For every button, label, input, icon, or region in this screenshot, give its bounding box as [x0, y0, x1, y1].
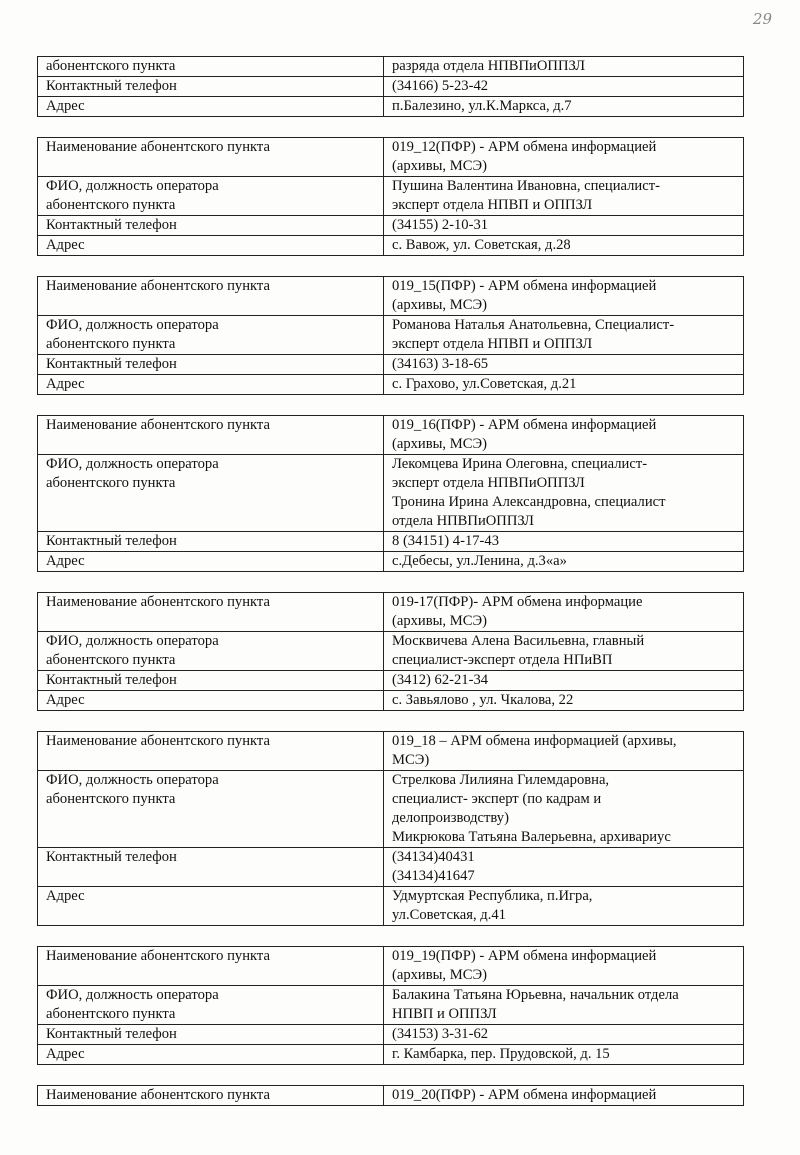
field-label: Адрес — [46, 1046, 85, 1062]
field-label: ФИО, должность оператора — [46, 987, 219, 1003]
field-value: отдела НПВПиОППЗЛ — [392, 513, 534, 529]
field-label-cell — [38, 671, 384, 691]
field-label: Контактный телефон — [46, 849, 177, 865]
field-label: Адрес — [46, 237, 85, 253]
field-label: ФИО, должность оператора — [46, 772, 219, 788]
field-label: Контактный телефон — [46, 217, 177, 233]
field-label: ФИО, должность оператора — [46, 178, 219, 194]
field-label-cell — [38, 177, 384, 216]
field-value: Москвичева Алена Васильевна, главный — [392, 633, 645, 649]
field-label-cell — [38, 691, 384, 711]
field-value: с.Дебесы, ул.Ленина, д.3«а» — [392, 553, 567, 569]
field-value-cell — [384, 138, 744, 177]
field-label-cell — [38, 1025, 384, 1045]
table-row — [38, 947, 744, 986]
field-value: Стрелкова Лилияна Гилемдаровна, — [392, 772, 610, 788]
field-value-cell — [384, 771, 744, 848]
field-label: ФИО, должность оператора — [46, 317, 219, 333]
field-value-cell — [384, 887, 744, 926]
field-label-cell — [38, 316, 384, 355]
field-value: с. Грахово, ул.Советская, д.21 — [392, 376, 577, 392]
field-label: абонентского пункта — [46, 791, 176, 807]
field-label: Контактный телефон — [46, 78, 177, 94]
field-value: МСЭ) — [392, 752, 430, 768]
field-value: п.Балезино, ул.К.Маркса, д.7 — [392, 98, 572, 114]
field-label: абонентского пункта — [46, 336, 176, 352]
table-gap — [37, 256, 740, 276]
table-row — [38, 416, 744, 455]
field-label-cell — [38, 947, 384, 986]
table-row — [38, 375, 744, 395]
table-gap — [37, 572, 740, 592]
table-row — [38, 177, 744, 216]
field-label-cell — [38, 277, 384, 316]
field-label-cell — [38, 138, 384, 177]
subscriber-point-table — [37, 731, 744, 926]
field-value: (архивы, МСЭ) — [392, 613, 487, 629]
page-number: 29 — [752, 10, 772, 28]
field-label-cell — [38, 848, 384, 887]
subscriber-point-table — [37, 592, 744, 711]
subscriber-point-table — [37, 276, 744, 395]
field-value: с. Вавож, ул. Советская, д.28 — [392, 237, 571, 253]
field-value: (архивы, МСЭ) — [392, 436, 487, 452]
field-value-cell — [384, 355, 744, 375]
field-value-cell — [384, 236, 744, 256]
field-label-cell — [38, 216, 384, 236]
field-value: НПВП и ОППЗЛ — [392, 1006, 497, 1022]
field-value: (34166) 5-23-42 — [392, 78, 489, 94]
field-label-cell — [38, 632, 384, 671]
field-label-cell — [38, 986, 384, 1025]
subscriber-point-table — [37, 137, 744, 256]
field-value-cell — [384, 177, 744, 216]
table-row — [38, 236, 744, 256]
field-value: делопроизводству) — [392, 810, 509, 826]
field-label-cell — [38, 416, 384, 455]
field-value: (архивы, МСЭ) — [392, 297, 487, 313]
field-value: специалист- эксперт (по кадрам и — [392, 791, 602, 807]
table-gap — [37, 117, 740, 137]
field-label: Контактный телефон — [46, 356, 177, 372]
field-label: Наименование абонентского пункта — [46, 948, 270, 964]
field-label: Адрес — [46, 888, 85, 904]
field-label-cell — [38, 532, 384, 552]
table-row — [38, 216, 744, 236]
table-row — [38, 632, 744, 671]
field-value: 019_12(ПФР) - АРМ обмена информацией — [392, 139, 657, 155]
field-value-cell — [384, 57, 744, 77]
table-row — [38, 593, 744, 632]
field-value-cell — [384, 552, 744, 572]
field-label: Адрес — [46, 98, 85, 114]
field-label: Контактный телефон — [46, 672, 177, 688]
field-value: ул.Советская, д.41 — [392, 907, 506, 923]
table-row — [38, 552, 744, 572]
field-value: 8 (34151) 4-17-43 — [392, 533, 500, 549]
table-row — [38, 138, 744, 177]
field-label-cell — [38, 77, 384, 97]
field-value: 019_16(ПФР) - АРМ обмена информацией — [392, 417, 657, 433]
field-value: с. Завьялово , ул. Чкалова, 22 — [392, 692, 574, 708]
table-row — [38, 77, 744, 97]
field-value: (3412) 62-21-34 — [392, 672, 489, 688]
field-value-cell — [384, 455, 744, 532]
field-value-cell — [384, 1086, 744, 1106]
field-value-cell — [384, 97, 744, 117]
field-label: Адрес — [46, 553, 85, 569]
field-label: абонентского пункта — [46, 475, 176, 491]
subscriber-point-table — [37, 56, 744, 117]
table-row — [38, 1045, 744, 1065]
field-value-cell — [384, 732, 744, 771]
field-value: (архивы, МСЭ) — [392, 158, 487, 174]
field-label: Наименование абонентского пункта — [46, 733, 270, 749]
field-label-cell — [38, 771, 384, 848]
field-value: разряда отдела НПВПиОППЗЛ — [392, 58, 586, 74]
field-label: Наименование абонентского пункта — [46, 594, 270, 610]
field-value-cell — [384, 416, 744, 455]
field-value-cell — [384, 532, 744, 552]
field-value-cell — [384, 947, 744, 986]
table-row — [38, 316, 744, 355]
table-row — [38, 732, 744, 771]
field-value: Пушина Валентина Ивановна, специалист- — [392, 178, 660, 194]
field-value-cell — [384, 1025, 744, 1045]
field-value-cell — [384, 77, 744, 97]
field-label: абонентского пункта — [46, 652, 176, 668]
field-label-cell — [38, 236, 384, 256]
field-label: абонентского пункта — [46, 197, 176, 213]
field-label: ФИО, должность оператора — [46, 456, 219, 472]
field-value: (архивы, МСЭ) — [392, 967, 487, 983]
field-value: Балакина Татьяна Юрьевна, начальник отдела — [392, 987, 679, 1003]
field-value-cell — [384, 671, 744, 691]
table-row — [38, 277, 744, 316]
field-value-cell — [384, 1045, 744, 1065]
field-value-cell — [384, 216, 744, 236]
field-value: 019_19(ПФР) - АРМ обмена информацией — [392, 948, 657, 964]
field-label-cell — [38, 593, 384, 632]
field-value-cell — [384, 848, 744, 887]
table-row — [38, 848, 744, 887]
table-gap — [37, 711, 740, 731]
field-value: 019-17(ПФР)- АРМ обмена информацие — [392, 594, 643, 610]
field-value-cell — [384, 277, 744, 316]
field-label-cell — [38, 375, 384, 395]
field-label-cell — [38, 732, 384, 771]
field-value: 019_20(ПФР) - АРМ обмена информацией — [392, 1087, 657, 1103]
field-label-cell — [38, 355, 384, 375]
table-row — [38, 771, 744, 848]
field-label: Адрес — [46, 692, 85, 708]
table-gap — [37, 1065, 740, 1085]
field-value: эксперт отдела НПВП и ОППЗЛ — [392, 336, 593, 352]
field-label: ФИО, должность оператора — [46, 633, 219, 649]
field-value-cell — [384, 632, 744, 671]
table-row — [38, 355, 744, 375]
field-value: 019_15(ПФР) - АРМ обмена информацией — [392, 278, 657, 294]
field-value: Удмуртская Республика, п.Игра, — [392, 888, 593, 904]
field-label: Наименование абонентского пункта — [46, 417, 270, 433]
field-label-cell — [38, 1086, 384, 1106]
table-row — [38, 986, 744, 1025]
subscriber-point-table — [37, 415, 744, 572]
field-label: Наименование абонентского пункта — [46, 278, 270, 294]
field-value: (34155) 2-10-31 — [392, 217, 489, 233]
field-label-cell — [38, 552, 384, 572]
field-value: Микрюкова Татьяна Валерьевна, архивариус — [392, 829, 671, 845]
field-label-cell — [38, 455, 384, 532]
field-label: Адрес — [46, 376, 85, 392]
table-row — [38, 1086, 744, 1106]
table-row — [38, 1025, 744, 1045]
subscriber-points-document — [37, 56, 740, 1106]
field-label: Контактный телефон — [46, 533, 177, 549]
field-value: эксперт отдела НПВПиОППЗЛ — [392, 475, 585, 491]
field-label: абонентского пункта — [46, 58, 176, 74]
field-label-cell — [38, 97, 384, 117]
field-value-cell — [384, 375, 744, 395]
field-value: специалист-эксперт отдела НПиВП — [392, 652, 613, 668]
field-value: Лекомцева Ирина Олеговна, специалист- — [392, 456, 648, 472]
field-value: (34134)41647 — [392, 868, 475, 884]
field-value: Тронина Ирина Александровна, специалист — [392, 494, 666, 510]
field-label: Контактный телефон — [46, 1026, 177, 1042]
field-value: эксперт отдела НПВП и ОППЗЛ — [392, 197, 593, 213]
table-row — [38, 532, 744, 552]
field-value-cell — [384, 691, 744, 711]
table-gap — [37, 395, 740, 415]
table-row — [38, 671, 744, 691]
table-row — [38, 455, 744, 532]
table-row — [38, 57, 744, 77]
field-label: Наименование абонентского пункта — [46, 139, 270, 155]
table-row — [38, 887, 744, 926]
field-value: (34153) 3-31-62 — [392, 1026, 489, 1042]
field-label-cell — [38, 1045, 384, 1065]
field-label: Наименование абонентского пункта — [46, 1087, 270, 1103]
field-label: абонентского пункта — [46, 1006, 176, 1022]
table-gap — [37, 926, 740, 946]
field-value: (34163) 3-18-65 — [392, 356, 489, 372]
field-value: 019_18 – АРМ обмена информацией (архивы, — [392, 733, 677, 749]
field-value: г. Камбарка, пер. Прудовской, д. 15 — [392, 1046, 610, 1062]
subscriber-point-table — [37, 946, 744, 1065]
field-label-cell — [38, 887, 384, 926]
subscriber-point-table — [37, 1085, 744, 1106]
field-value-cell — [384, 986, 744, 1025]
field-value-cell — [384, 593, 744, 632]
field-value-cell — [384, 316, 744, 355]
field-value: Романова Наталья Анатольевна, Специалист- — [392, 317, 675, 333]
table-row — [38, 691, 744, 711]
field-label-cell — [38, 57, 384, 77]
table-row — [38, 97, 744, 117]
field-value: (34134)40431 — [392, 849, 475, 865]
